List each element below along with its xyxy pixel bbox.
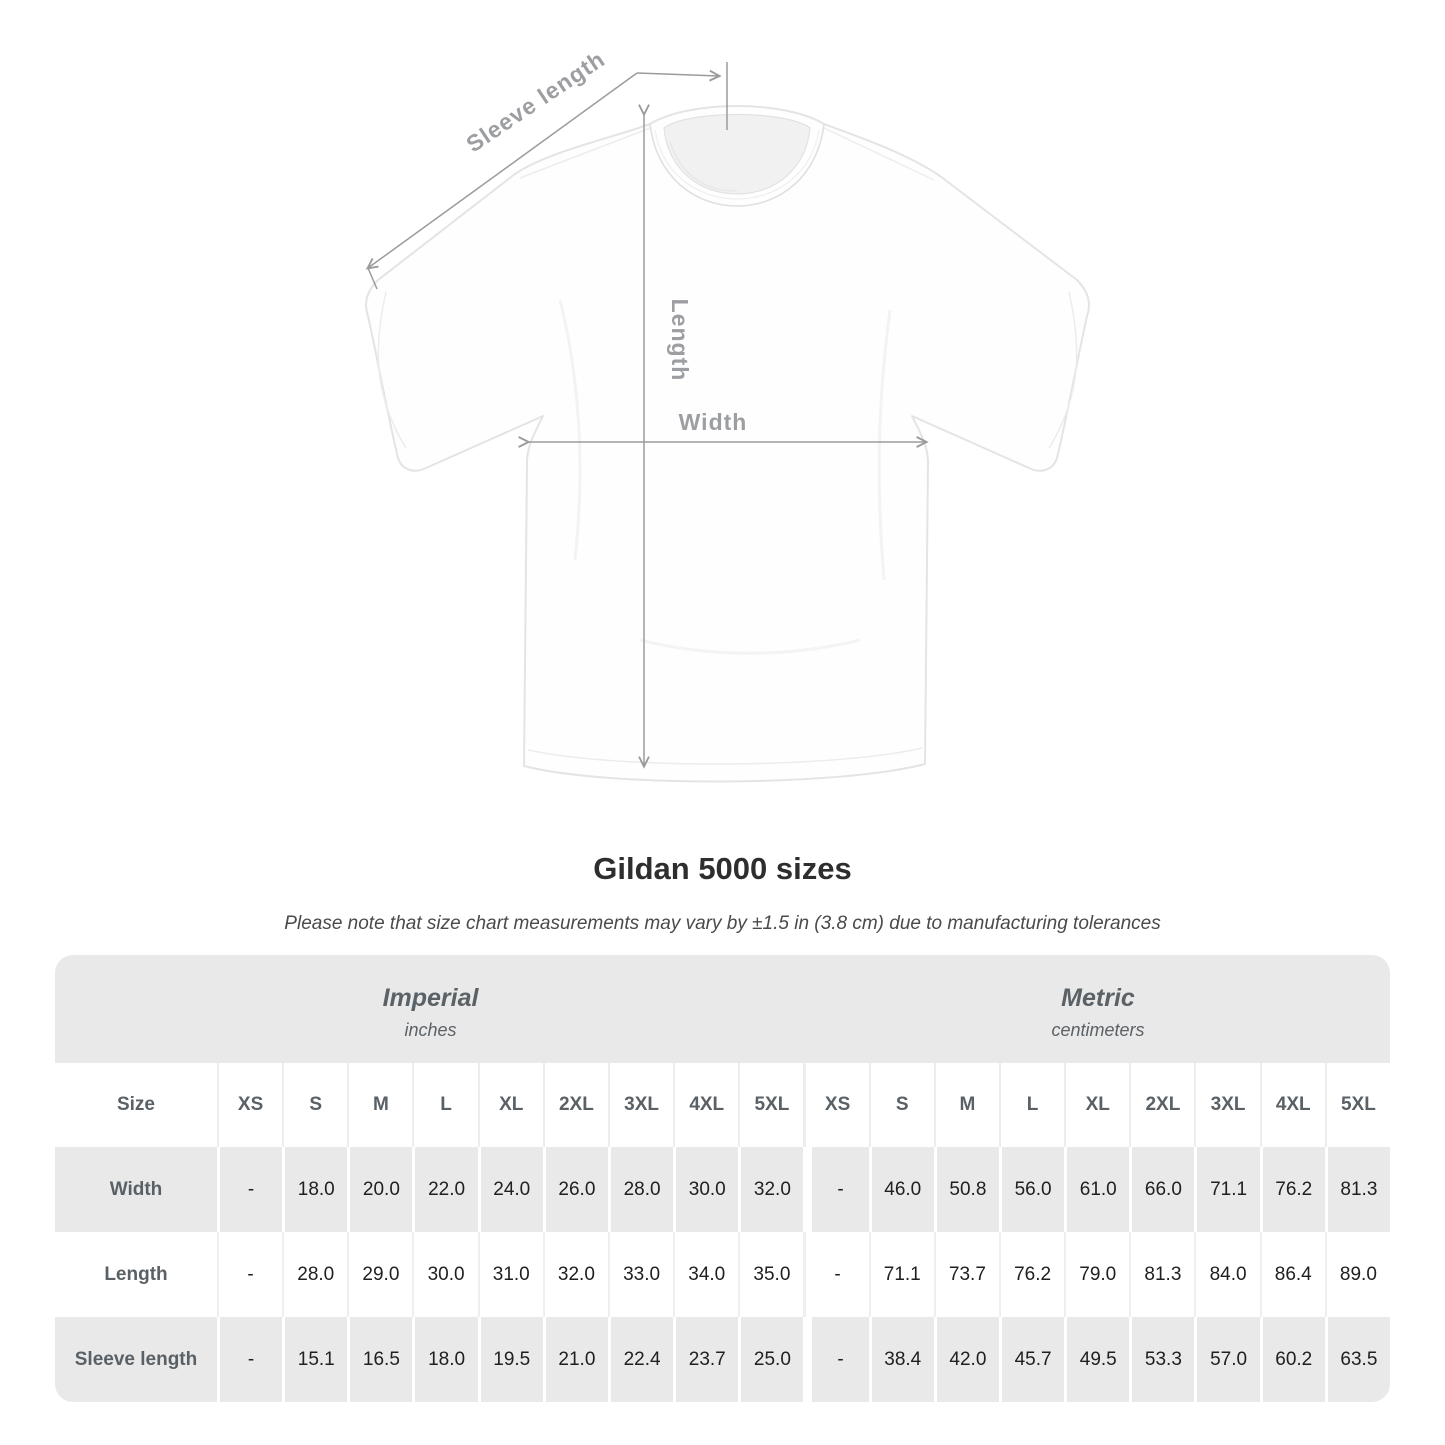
sleeve-length-label: Sleeve length	[461, 45, 610, 158]
value-cell-metric: 53.3	[1129, 1317, 1194, 1402]
value-cell-metric: 81.3	[1325, 1147, 1390, 1232]
value-cell-metric: 46.0	[869, 1147, 934, 1232]
imperial-label: Imperial	[382, 983, 479, 1012]
value-cell-imperial: 20.0	[347, 1147, 412, 1232]
value-cell-imperial: 21.0	[543, 1317, 608, 1402]
value-cell-imperial: 29.0	[347, 1232, 412, 1317]
value-cell-imperial: 28.0	[608, 1147, 673, 1232]
value-cell-metric: 42.0	[934, 1317, 999, 1402]
width-label: Width	[678, 409, 748, 435]
value-cell-metric: 84.0	[1194, 1232, 1259, 1317]
value-cell-imperial: 30.0	[412, 1232, 477, 1317]
size-header-metric: S	[869, 1063, 934, 1147]
size-chart-table	[55, 955, 1390, 1402]
value-cell-metric: 49.5	[1064, 1317, 1129, 1402]
value-cell-imperial: 33.0	[608, 1232, 673, 1317]
value-cell-imperial: 24.0	[478, 1147, 543, 1232]
size-table-rows	[55, 1063, 1390, 1402]
row-label: Width	[109, 1178, 163, 1200]
value-cell-imperial: 23.7	[673, 1317, 738, 1402]
length-label: Length	[667, 298, 693, 382]
size-header-imperial: 5XL	[738, 1063, 803, 1147]
value-cell-imperial: 32.0	[738, 1147, 803, 1232]
value-cell-metric: 71.1	[869, 1232, 934, 1317]
value-cell-imperial: 15.1	[282, 1317, 347, 1402]
size-column-header: Size	[116, 1094, 156, 1115]
size-header-imperial: L	[412, 1063, 477, 1147]
value-cell-metric: 56.0	[999, 1147, 1064, 1232]
value-cell-metric: 73.7	[934, 1232, 999, 1317]
value-cell-imperial: 25.0	[738, 1317, 803, 1402]
sleeve-top-arrow	[637, 73, 719, 76]
size-header-imperial: 3XL	[608, 1063, 673, 1147]
value-cell-metric: 86.4	[1260, 1232, 1325, 1317]
size-header-imperial: XL	[478, 1063, 543, 1147]
size-header-metric: XS	[803, 1063, 868, 1147]
value-cell-imperial: 31.0	[478, 1232, 543, 1317]
size-header-imperial: 2XL	[543, 1063, 608, 1147]
value-cell-imperial: 16.5	[347, 1317, 412, 1402]
units-header-band	[55, 955, 1390, 1063]
value-cell-imperial: 32.0	[543, 1232, 608, 1317]
imperial-header	[55, 955, 806, 1063]
size-header-metric: 2XL	[1129, 1063, 1194, 1147]
value-cell-imperial: 18.0	[412, 1317, 477, 1402]
table-row	[55, 1147, 1390, 1232]
value-cell-metric: 63.5	[1325, 1317, 1390, 1402]
row-label: Length	[104, 1263, 168, 1285]
value-cell-imperial: -	[217, 1317, 282, 1402]
value-cell-metric: 50.8	[934, 1147, 999, 1232]
size-header-metric: L	[999, 1063, 1064, 1147]
size-header-metric: M	[934, 1063, 999, 1147]
value-cell-imperial: 22.4	[608, 1317, 673, 1402]
value-cell-metric: 71.1	[1194, 1147, 1259, 1232]
value-cell-metric: 81.3	[1129, 1232, 1194, 1317]
value-cell-metric: 38.4	[869, 1317, 934, 1402]
size-header-metric: 3XL	[1194, 1063, 1259, 1147]
value-cell-metric: 79.0	[1064, 1232, 1129, 1317]
value-cell-metric: -	[803, 1317, 868, 1402]
value-cell-metric: 60.2	[1260, 1317, 1325, 1402]
value-cell-metric: 66.0	[1129, 1147, 1194, 1232]
value-cell-imperial: 19.5	[478, 1317, 543, 1402]
value-cell-imperial: 28.0	[282, 1232, 347, 1317]
value-cell-metric: -	[803, 1147, 868, 1232]
value-cell-imperial: 26.0	[543, 1147, 608, 1232]
size-header-imperial: S	[282, 1063, 347, 1147]
metric-header	[806, 955, 1390, 1063]
value-cell-imperial: 34.0	[673, 1232, 738, 1317]
size-header-imperial: 4XL	[673, 1063, 738, 1147]
value-cell-imperial: 30.0	[673, 1147, 738, 1232]
imperial-sublabel: inches	[404, 1019, 457, 1040]
table-row	[55, 1232, 1390, 1317]
size-header-metric: 4XL	[1260, 1063, 1325, 1147]
table-row	[55, 1317, 1390, 1402]
tolerance-note: Please note that size chart measurements may vary by ±1.5 in (3.8 cm) due to manufacturing tolerances	[284, 913, 1161, 934]
value-cell-metric: 76.2	[999, 1232, 1064, 1317]
size-chart-title: Gildan 5000 sizes	[593, 851, 852, 886]
value-cell-metric: 57.0	[1194, 1317, 1259, 1402]
value-cell-imperial: 35.0	[738, 1232, 803, 1317]
row-label: Sleeve length	[74, 1348, 198, 1370]
value-cell-imperial: -	[217, 1232, 282, 1317]
size-header-metric: 5XL	[1325, 1063, 1390, 1147]
t-shirt-graphic	[366, 106, 1089, 782]
value-cell-metric: 76.2	[1260, 1147, 1325, 1232]
metric-label: Metric	[1061, 983, 1135, 1012]
metric-sublabel: centimeters	[1051, 1019, 1145, 1040]
value-cell-imperial: -	[217, 1147, 282, 1232]
value-cell-metric: 61.0	[1064, 1147, 1129, 1232]
size-header-metric: XL	[1064, 1063, 1129, 1147]
value-cell-imperial: 22.0	[412, 1147, 477, 1232]
table-row	[55, 1063, 1390, 1147]
size-header-imperial: M	[347, 1063, 412, 1147]
value-cell-imperial: 18.0	[282, 1147, 347, 1232]
size-header-imperial: XS	[217, 1063, 282, 1147]
value-cell-metric: 89.0	[1325, 1232, 1390, 1317]
value-cell-metric: 45.7	[999, 1317, 1064, 1402]
value-cell-metric: -	[803, 1232, 868, 1317]
